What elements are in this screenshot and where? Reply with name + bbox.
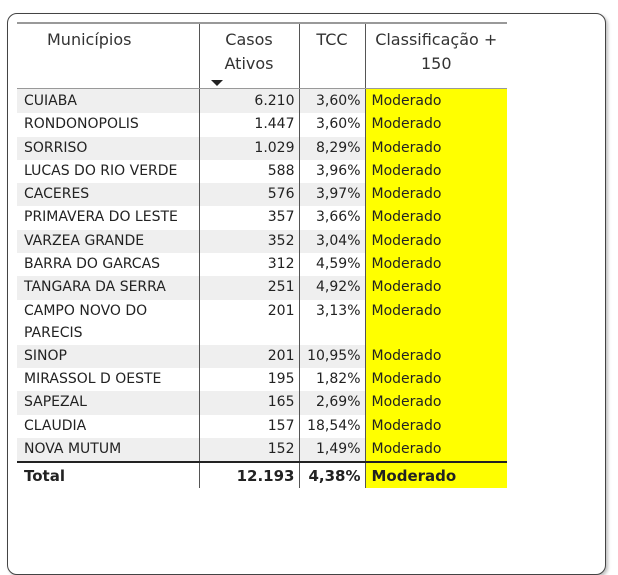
cell-casos-ativos: 165 <box>199 391 299 414</box>
table-row[interactable] <box>17 415 507 438</box>
cell-casos-ativos: 152 <box>199 438 299 462</box>
cell-municipio: MIRASSOL D OESTE <box>24 370 162 387</box>
table-row[interactable] <box>17 89 507 114</box>
header-classificacao-label: Classificação + 150 <box>375 30 498 73</box>
cell-casos-ativos: 1.029 <box>199 137 299 160</box>
cell-casos-ativos: 6.210 <box>199 89 299 114</box>
cell-casos-ativos: 157 <box>199 415 299 438</box>
cell-casos-ativos: 588 <box>199 160 299 183</box>
total-row <box>17 462 507 488</box>
header-casos-ativos-label: Casos Ativos <box>224 30 274 73</box>
cell-classificacao: Moderado <box>365 438 507 462</box>
cell-classificacao: Moderado <box>365 276 507 299</box>
cell-classificacao: Moderado <box>365 113 507 136</box>
cell-classificacao: Moderado <box>365 415 507 438</box>
cell-casos-ativos: 1.447 <box>199 113 299 136</box>
cell-tcc: 3,04% <box>299 230 365 253</box>
cell-municipio: LUCAS DO RIO VERDE <box>24 162 178 179</box>
cell-casos-ativos: 352 <box>199 230 299 253</box>
cell-tcc: 18,54% <box>299 415 365 438</box>
total-casos: 12.193 <box>199 462 299 488</box>
cell-classificacao: Moderado <box>365 300 507 345</box>
cell-classificacao: Moderado <box>365 391 507 414</box>
table-row[interactable] <box>17 276 507 299</box>
cell-classificacao: Moderado <box>365 230 507 253</box>
cell-classificacao: Moderado <box>365 183 507 206</box>
total-label: Total <box>17 462 199 488</box>
total-classificacao: Moderado <box>365 462 507 488</box>
cell-classificacao: Moderado <box>365 345 507 368</box>
cell-municipio: RONDONOPOLIS <box>24 116 139 133</box>
table-row[interactable] <box>17 137 507 160</box>
table-row[interactable] <box>17 113 507 136</box>
cell-municipio: SAPEZAL <box>17 391 199 414</box>
cell-tcc: 1,82% <box>299 368 365 391</box>
cell-classificacao: Moderado <box>365 253 507 276</box>
cell-tcc: 3,13% <box>299 300 365 345</box>
cell-municipio: CLAUDIA <box>24 417 87 434</box>
header-row <box>17 23 507 89</box>
cell-tcc: 10,95% <box>299 345 365 368</box>
cell-municipio: NOVA MUTUM <box>17 438 199 462</box>
cell-municipio: SORRISO <box>17 137 199 160</box>
cell-municipio: CUIABA <box>17 89 199 114</box>
cell-tcc: 8,29% <box>299 137 365 160</box>
cell-casos-ativos: 576 <box>199 183 299 206</box>
cell-municipio: PRIMAVERA DO LESTE <box>24 209 178 226</box>
total-tcc: 4,38% <box>299 462 365 488</box>
cell-classificacao: Moderado <box>365 368 507 391</box>
table-row[interactable] <box>17 183 507 206</box>
header-casos-ativos[interactable] <box>199 23 299 89</box>
cell-municipio: CAMPO NOVO DO PARECIS <box>24 302 148 341</box>
cell-tcc: 1,49% <box>299 438 365 462</box>
cell-municipio: VARZEA GRANDE <box>17 230 199 253</box>
cell-municipio: SINOP <box>17 345 199 368</box>
sort-descending-icon[interactable] <box>211 80 223 86</box>
table-body <box>17 89 507 463</box>
cell-municipio: TANGARA DA SERRA <box>17 276 199 299</box>
table-row[interactable] <box>17 230 507 253</box>
cell-tcc: 2,69% <box>299 391 365 414</box>
cell-tcc: 3,96% <box>299 160 365 183</box>
cell-classificacao: Moderado <box>365 206 507 229</box>
cell-tcc: 3,60% <box>299 113 365 136</box>
cell-tcc: 4,92% <box>299 276 365 299</box>
municipios-table <box>17 22 507 488</box>
cell-casos-ativos: 195 <box>199 368 299 391</box>
header-classificacao[interactable] <box>365 23 507 89</box>
cell-classificacao: Moderado <box>365 137 507 160</box>
table-row[interactable] <box>17 206 507 229</box>
cell-casos-ativos: 201 <box>199 300 299 345</box>
cell-municipio: BARRA DO GARCAS <box>24 256 161 273</box>
cell-casos-ativos: 357 <box>199 206 299 229</box>
table-row[interactable] <box>17 160 507 183</box>
cell-tcc: 4,59% <box>299 253 365 276</box>
cell-casos-ativos: 251 <box>199 276 299 299</box>
table-row[interactable] <box>17 391 507 414</box>
cell-tcc: 3,97% <box>299 183 365 206</box>
cell-tcc: 3,66% <box>299 206 365 229</box>
cell-municipio: CACERES <box>17 183 199 206</box>
header-municipios[interactable] <box>17 23 199 89</box>
cell-tcc: 3,60% <box>299 89 365 114</box>
cell-classificacao: Moderado <box>365 89 507 114</box>
table-row[interactable] <box>17 300 507 345</box>
cell-classificacao: Moderado <box>365 160 507 183</box>
table-row[interactable] <box>17 253 507 276</box>
header-municipios-label: Municípios <box>47 30 132 49</box>
table-row[interactable] <box>17 368 507 391</box>
header-tcc[interactable] <box>299 23 365 89</box>
table-row[interactable] <box>17 438 507 462</box>
cell-casos-ativos: 312 <box>199 253 299 276</box>
header-tcc-label: TCC <box>316 30 348 49</box>
cell-casos-ativos: 201 <box>199 345 299 368</box>
table-row[interactable] <box>17 345 507 368</box>
